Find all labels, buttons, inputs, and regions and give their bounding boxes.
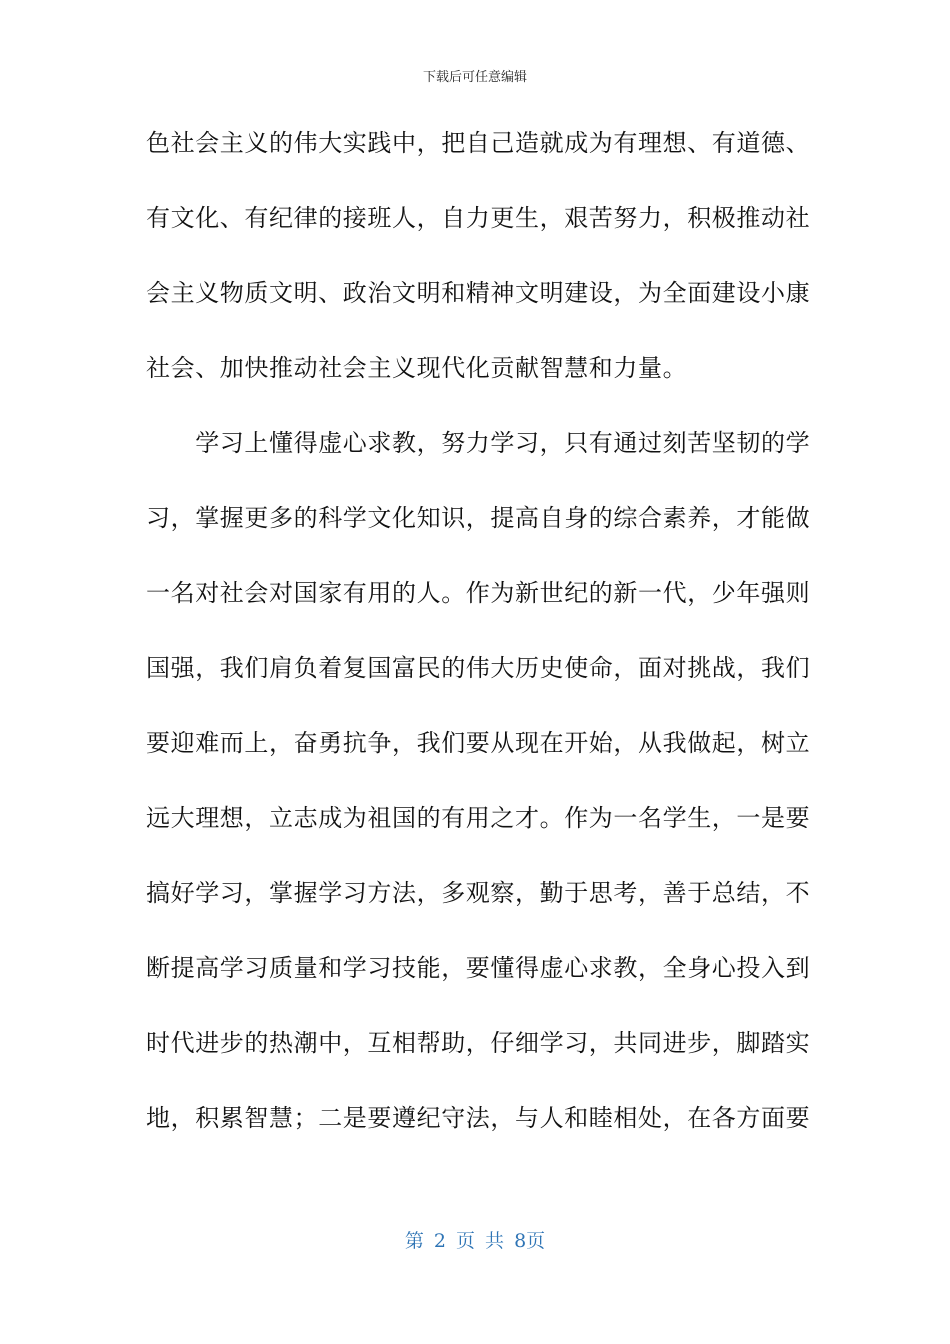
text-line: 色社会主义的伟大实践中，把自己造就成为有理想、有道德、: [146, 129, 811, 157]
text-line: 断提高学习质量和学习技能，要懂得虚心求教，全身心投入到: [146, 954, 811, 982]
page-number-footer: 第 2 页 共 8页: [404, 1230, 546, 1252]
text-line: 会主义物质文明、政治文明和精神文明建设，为全面建设小康: [146, 279, 811, 307]
text-line: 社会、加快推动社会主义现代化贡献智慧和力量。: [146, 354, 688, 382]
text-line: 时代进步的热潮中，互相帮助，仔细学习，共同进步，脚踏实: [146, 1029, 811, 1057]
text-line: 一名对社会对国家有用的人。作为新世纪的新一代，少年强则: [146, 579, 811, 607]
text-line: 习，掌握更多的科学文化知识，提高自身的综合素养，才能做: [146, 504, 811, 532]
text-line: 搞好学习，掌握学习方法，多观察，勤于思考，善于总结，不: [146, 879, 811, 907]
text-line: 有文化、有纪律的接班人，自力更生，艰苦努力，积极推动社: [146, 204, 811, 232]
text-line: 远大理想，立志成为祖国的有用之才。作为一名学生，一是要: [146, 804, 811, 832]
text-line: 学习上懂得虚心求教，努力学习，只有通过刻苦坚韧的学: [146, 429, 811, 457]
text-line: 要迎难而上，奋勇抗争，我们要从现在开始，从我做起，树立: [146, 729, 811, 757]
text-line: 国强，我们肩负着复国富民的伟大历史使命，面对挑战，我们: [146, 654, 811, 682]
page-header: 下载后可任意编辑: [422, 70, 527, 85]
text-line: 地，积累智慧；二是要遵纪守法，与人和睦相处，在各方面要: [146, 1104, 811, 1132]
